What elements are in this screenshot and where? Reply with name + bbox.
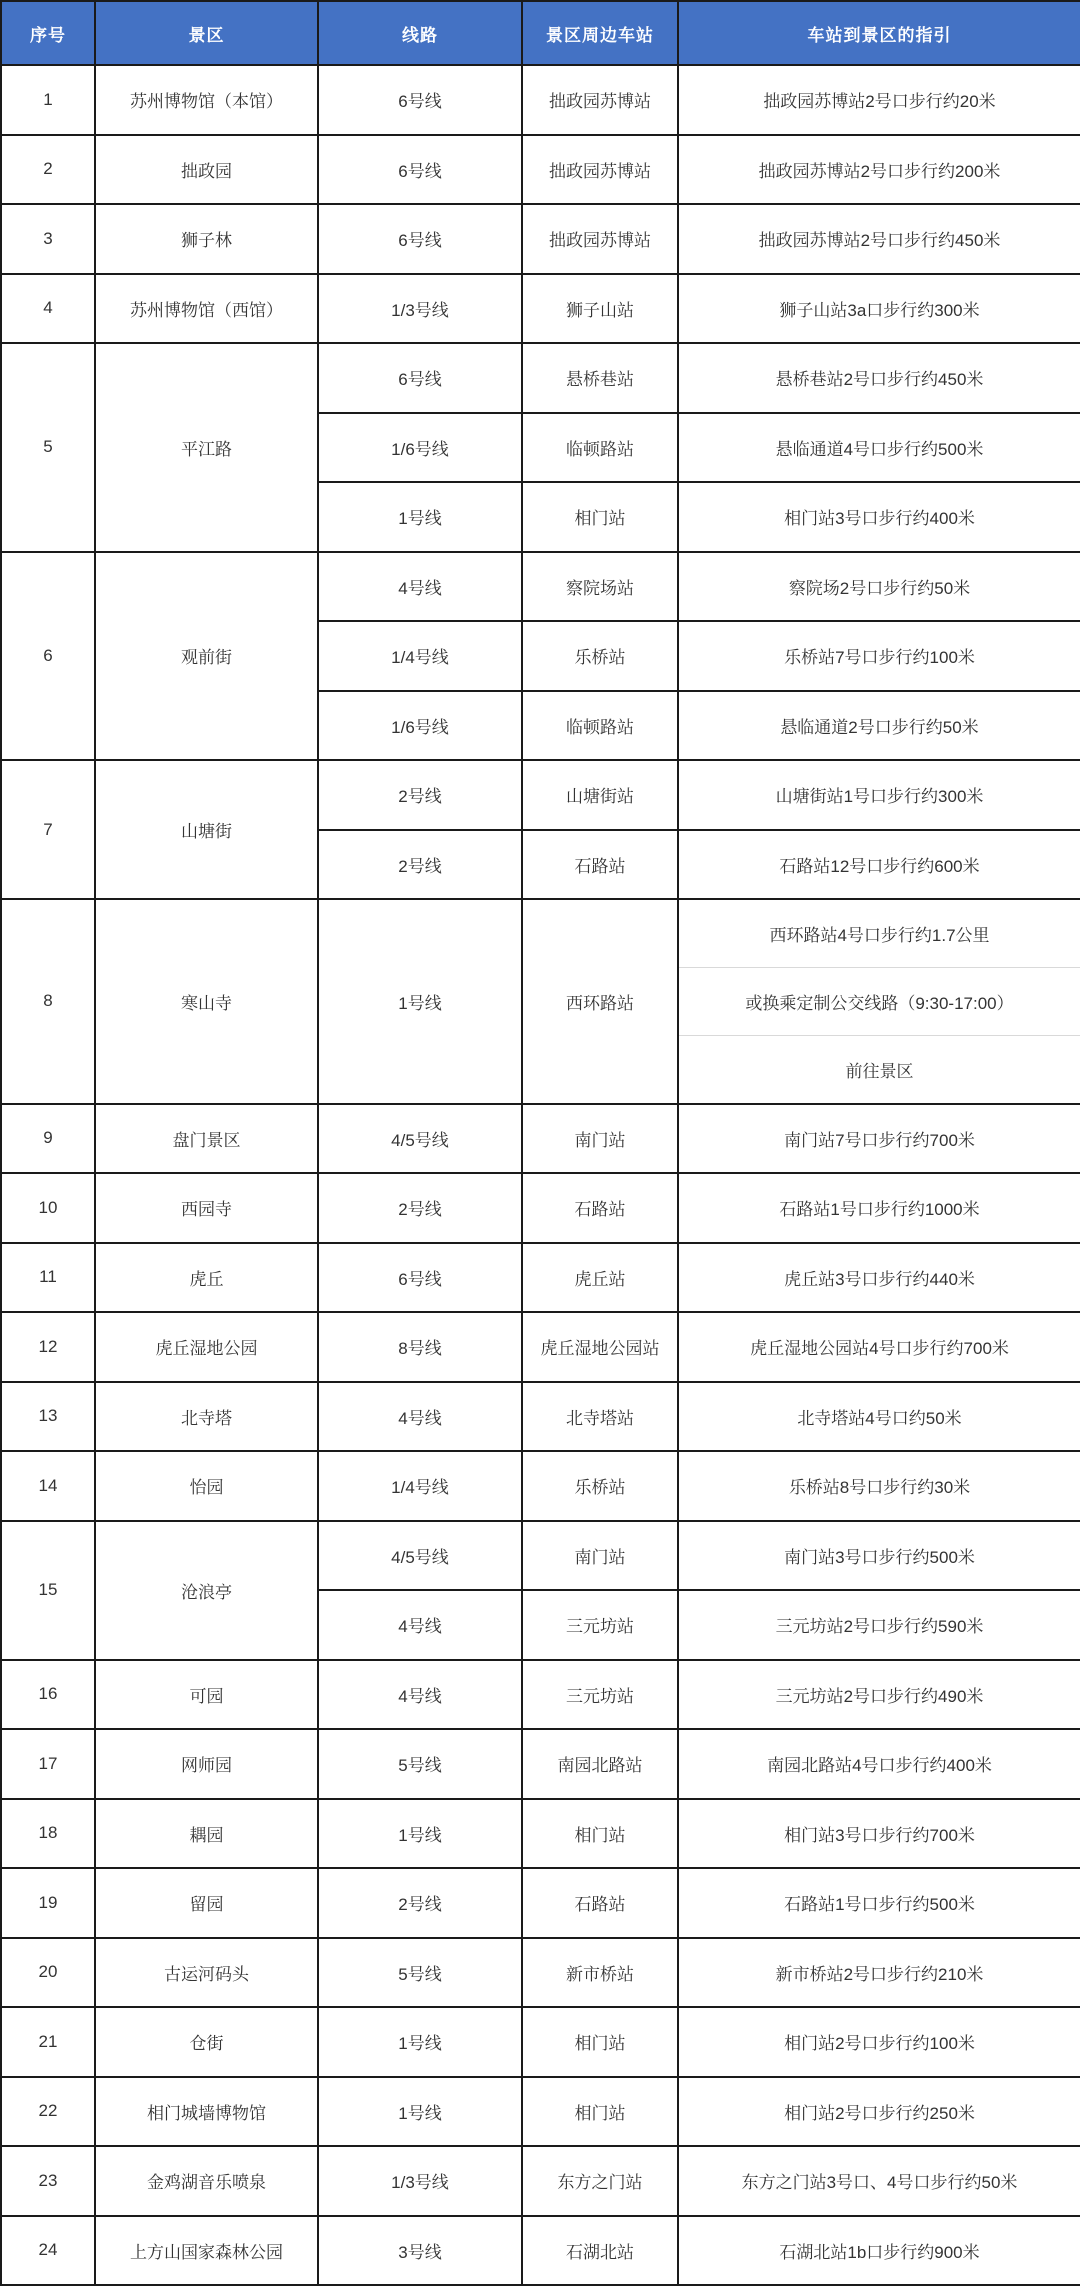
direction-line: 察院场2号口步行约50米 <box>788 578 971 598</box>
table-row <box>1 135 1080 205</box>
line-cell: 4/5号线 <box>318 1521 522 1591</box>
seq-cell: 10 <box>1 1173 95 1243</box>
station-cell: 西环路站 <box>522 899 678 1104</box>
seq-cell: 12 <box>1 1312 95 1382</box>
direction-stack <box>679 1313 1080 1381</box>
direction-stack <box>679 553 1080 621</box>
table-row <box>1 274 1080 344</box>
direction-line: 南园北路站4号口步行约400米 <box>767 1756 992 1776</box>
direction-cell <box>678 1104 1080 1174</box>
table-row <box>1 1382 1080 1452</box>
direction-line: 西环路站4号口步行约1.7公里 <box>769 925 990 945</box>
seq-cell: 20 <box>1 1938 95 2008</box>
direction-stack <box>679 692 1080 760</box>
table-row <box>1 2216 1080 2286</box>
seq-cell: 7 <box>1 760 95 899</box>
direction-stack <box>679 900 1080 1103</box>
direction-line: 狮子山站3a口步行约300米 <box>779 300 980 320</box>
station-cell: 虎丘湿地公园站 <box>522 1312 678 1382</box>
station-cell: 南园北路站 <box>522 1729 678 1799</box>
station-cell: 石湖北站 <box>522 2216 678 2286</box>
area-cell: 沧浪亭 <box>95 1521 318 1660</box>
line-cell: 1/6号线 <box>318 691 522 761</box>
line-cell: 1/3号线 <box>318 2146 522 2216</box>
line-cell: 5号线 <box>318 1938 522 2008</box>
line-cell: 6号线 <box>318 135 522 205</box>
station-cell: 南门站 <box>522 1521 678 1591</box>
area-cell: 耦园 <box>95 1799 318 1869</box>
direction-cell <box>678 1938 1080 2008</box>
seq-cell: 1 <box>1 65 95 135</box>
direction-cell <box>678 1451 1080 1521</box>
line-cell: 6号线 <box>318 1243 522 1313</box>
area-cell: 怡园 <box>95 1451 318 1521</box>
station-cell: 石路站 <box>522 1173 678 1243</box>
direction-stack <box>679 1661 1080 1729</box>
area-cell: 相门城墙博物馆 <box>95 2077 318 2147</box>
area-cell: 西园寺 <box>95 1173 318 1243</box>
direction-line: 乐桥站8号口步行约30米 <box>788 1478 971 1498</box>
direction-cell <box>678 552 1080 622</box>
station-cell: 相门站 <box>522 482 678 552</box>
direction-cell <box>678 1312 1080 1382</box>
line-cell: 8号线 <box>318 1312 522 1382</box>
station-cell: 拙政园苏博站 <box>522 135 678 205</box>
direction-cell <box>678 2077 1080 2147</box>
line-cell: 2号线 <box>318 830 522 900</box>
direction-cell <box>678 1660 1080 1730</box>
direction-line: 拙政园苏博站2号口步行约20米 <box>763 92 996 112</box>
direction-stack <box>679 831 1080 899</box>
direction-cell <box>678 1590 1080 1660</box>
column-header-station: 景区周边车站 <box>522 1 678 65</box>
seq-cell: 11 <box>1 1243 95 1313</box>
line-cell: 4号线 <box>318 1590 522 1660</box>
direction-cell <box>678 1243 1080 1313</box>
direction-line: 相门站3号口步行约700米 <box>784 1825 975 1845</box>
direction-stack <box>679 1869 1080 1937</box>
direction-stack <box>679 1522 1080 1590</box>
direction-line: 三元坊站2号口步行约490米 <box>775 1686 984 1706</box>
seq-cell: 8 <box>1 899 95 1104</box>
seq-cell: 17 <box>1 1729 95 1799</box>
line-cell: 1/3号线 <box>318 274 522 344</box>
area-cell: 北寺塔 <box>95 1382 318 1452</box>
direction-stack <box>679 1800 1080 1868</box>
direction-cell <box>678 274 1080 344</box>
table-row <box>1 2007 1080 2077</box>
seq-cell: 14 <box>1 1451 95 1521</box>
direction-line: 悬桥巷站2号口步行约450米 <box>775 370 984 390</box>
seq-cell: 4 <box>1 274 95 344</box>
line-cell: 1/6号线 <box>318 413 522 483</box>
line-cell: 2号线 <box>318 1173 522 1243</box>
direction-line: 前往景区 <box>679 1035 1080 1103</box>
line-cell: 2号线 <box>318 760 522 830</box>
station-cell: 山塘街站 <box>522 760 678 830</box>
line-cell: 1号线 <box>318 2077 522 2147</box>
direction-line: 石路站12号口步行约600米 <box>779 856 980 876</box>
direction-stack <box>679 2147 1080 2215</box>
line-cell: 6号线 <box>318 204 522 274</box>
station-cell: 拙政园苏博站 <box>522 204 678 274</box>
area-cell: 狮子林 <box>95 204 318 274</box>
header-row <box>1 1 1080 65</box>
line-cell: 5号线 <box>318 1729 522 1799</box>
table-row <box>1 1173 1080 1243</box>
table-row <box>1 899 1080 1104</box>
area-cell: 拙政园 <box>95 135 318 205</box>
seq-cell: 23 <box>1 2146 95 2216</box>
area-cell: 山塘街 <box>95 760 318 899</box>
station-cell: 临顿路站 <box>522 691 678 761</box>
direction-stack <box>679 2008 1080 2076</box>
direction-line: 拙政园苏博站2号口步行约200米 <box>758 161 1001 181</box>
table-row <box>1 1451 1080 1521</box>
direction-stack <box>679 1105 1080 1173</box>
area-cell: 网师园 <box>95 1729 318 1799</box>
area-cell: 盘门景区 <box>95 1104 318 1174</box>
station-cell: 三元坊站 <box>522 1590 678 1660</box>
direction-line: 相门站2号口步行约250米 <box>784 2103 975 2123</box>
seq-cell: 3 <box>1 204 95 274</box>
table-row <box>1 1660 1080 1730</box>
station-cell: 察院场站 <box>522 552 678 622</box>
seq-cell: 21 <box>1 2007 95 2077</box>
seq-cell: 19 <box>1 1868 95 1938</box>
area-cell: 寒山寺 <box>95 899 318 1104</box>
station-cell: 新市桥站 <box>522 1938 678 2008</box>
table-row <box>1 2146 1080 2216</box>
direction-line: 石路站1号口步行约1000米 <box>779 1200 980 1220</box>
table-body <box>1 65 1080 2285</box>
table-row <box>1 1729 1080 1799</box>
station-cell: 悬桥巷站 <box>522 343 678 413</box>
direction-cell <box>678 830 1080 900</box>
direction-cell <box>678 1521 1080 1591</box>
seq-cell: 22 <box>1 2077 95 2147</box>
direction-cell <box>678 1729 1080 1799</box>
seq-cell: 15 <box>1 1521 95 1660</box>
table-row <box>1 1799 1080 1869</box>
direction-stack <box>679 622 1080 690</box>
seq-cell: 5 <box>1 343 95 552</box>
line-cell: 4号线 <box>318 552 522 622</box>
direction-cell <box>678 413 1080 483</box>
seq-cell: 2 <box>1 135 95 205</box>
station-cell: 相门站 <box>522 2077 678 2147</box>
table-row <box>1 760 1080 830</box>
station-cell: 三元坊站 <box>522 1660 678 1730</box>
station-cell: 临顿路站 <box>522 413 678 483</box>
direction-line: 南门站7号口步行约700米 <box>784 1130 975 1150</box>
direction-line: 拙政园苏博站2号口步行约450米 <box>758 231 1001 251</box>
direction-stack <box>679 136 1080 204</box>
direction-cell <box>678 204 1080 274</box>
direction-cell <box>678 621 1080 691</box>
table-row <box>1 65 1080 135</box>
table-row <box>1 552 1080 622</box>
station-cell: 虎丘站 <box>522 1243 678 1313</box>
table-row <box>1 1868 1080 1938</box>
direction-stack <box>679 761 1080 829</box>
direction-cell <box>678 2007 1080 2077</box>
station-cell: 乐桥站 <box>522 621 678 691</box>
area-cell: 观前街 <box>95 552 318 761</box>
table-row <box>1 343 1080 413</box>
direction-line: 石路站1号口步行约500米 <box>784 1895 975 1915</box>
line-cell: 1号线 <box>318 1799 522 1869</box>
column-header-direction: 车站到景区的指引 <box>678 1 1080 65</box>
line-cell: 4号线 <box>318 1660 522 1730</box>
table-row <box>1 2077 1080 2147</box>
area-cell: 虎丘湿地公园 <box>95 1312 318 1382</box>
direction-cell <box>678 1868 1080 1938</box>
station-cell: 乐桥站 <box>522 1451 678 1521</box>
direction-stack <box>679 483 1080 551</box>
direction-cell <box>678 1173 1080 1243</box>
direction-line: 东方之门站3号口、4号口步行约50米 <box>741 2173 1018 2193</box>
direction-stack <box>679 414 1080 482</box>
area-cell: 可园 <box>95 1660 318 1730</box>
direction-stack <box>679 1730 1080 1798</box>
direction-stack <box>679 1244 1080 1312</box>
station-cell: 拙政园苏博站 <box>522 65 678 135</box>
line-cell: 4号线 <box>318 1382 522 1452</box>
direction-line: 悬临通道2号口步行约50米 <box>780 717 979 737</box>
direction-cell <box>678 899 1080 1104</box>
table-row <box>1 1104 1080 1174</box>
column-header-line: 线路 <box>318 1 522 65</box>
station-cell: 石路站 <box>522 830 678 900</box>
direction-line: 新市桥站2号口步行约210米 <box>775 1964 984 1984</box>
station-cell: 狮子山站 <box>522 274 678 344</box>
seq-cell: 6 <box>1 552 95 761</box>
seq-cell: 13 <box>1 1382 95 1452</box>
line-cell: 1号线 <box>318 482 522 552</box>
direction-line: 石湖北站1b口步行约900米 <box>779 2242 980 2262</box>
direction-stack <box>679 1383 1080 1451</box>
line-cell: 3号线 <box>318 2216 522 2286</box>
direction-stack <box>679 66 1080 134</box>
column-header-area: 景区 <box>95 1 318 65</box>
line-cell: 1/4号线 <box>318 621 522 691</box>
direction-cell <box>678 65 1080 135</box>
direction-cell <box>678 482 1080 552</box>
station-cell: 石路站 <box>522 1868 678 1938</box>
direction-stack <box>679 2078 1080 2146</box>
line-cell: 1/4号线 <box>318 1451 522 1521</box>
direction-line: 山塘街站1号口步行约300米 <box>775 787 984 807</box>
direction-stack <box>679 1452 1080 1520</box>
table-header <box>1 1 1080 65</box>
area-cell: 苏州博物馆（西馆） <box>95 274 318 344</box>
direction-cell <box>678 760 1080 830</box>
line-cell: 1号线 <box>318 2007 522 2077</box>
line-cell: 2号线 <box>318 1868 522 1938</box>
line-cell: 4/5号线 <box>318 1104 522 1174</box>
station-cell: 南门站 <box>522 1104 678 1174</box>
table-row <box>1 1938 1080 2008</box>
direction-cell <box>678 343 1080 413</box>
direction-cell <box>678 2216 1080 2286</box>
direction-stack <box>679 2217 1080 2285</box>
table-row <box>1 1312 1080 1382</box>
line-cell: 6号线 <box>318 65 522 135</box>
direction-cell <box>678 135 1080 205</box>
station-cell: 相门站 <box>522 1799 678 1869</box>
direction-line: 虎丘湿地公园站4号口步行约700米 <box>750 1339 1009 1359</box>
area-cell: 古运河码头 <box>95 1938 318 2008</box>
line-cell: 6号线 <box>318 343 522 413</box>
line-cell: 1号线 <box>318 899 522 1104</box>
area-cell: 仓街 <box>95 2007 318 2077</box>
direction-cell <box>678 1799 1080 1869</box>
seq-cell: 16 <box>1 1660 95 1730</box>
area-cell: 上方山国家森林公园 <box>95 2216 318 2286</box>
station-cell: 北寺塔站 <box>522 1382 678 1452</box>
column-header-seq: 序号 <box>1 1 95 65</box>
seq-cell: 18 <box>1 1799 95 1869</box>
direction-line: 南门站3号口步行约500米 <box>784 1547 975 1567</box>
direction-stack <box>679 275 1080 343</box>
direction-line: 相门站2号口步行约100米 <box>784 2034 975 2054</box>
direction-stack <box>679 1591 1080 1659</box>
direction-line: 或换乘定制公交线路（9:30-17:00） <box>679 967 1080 1035</box>
area-cell: 留园 <box>95 1868 318 1938</box>
area-cell: 苏州博物馆（本馆） <box>95 65 318 135</box>
direction-line: 北寺塔站4号口约50米 <box>797 1408 962 1428</box>
area-cell: 平江路 <box>95 343 318 552</box>
direction-line: 三元坊站2号口步行约590米 <box>775 1617 984 1637</box>
seq-cell: 9 <box>1 1104 95 1174</box>
direction-cell <box>678 2146 1080 2216</box>
area-cell: 金鸡湖音乐喷泉 <box>95 2146 318 2216</box>
table-row <box>1 1521 1080 1591</box>
direction-stack <box>679 1939 1080 2007</box>
station-cell: 相门站 <box>522 2007 678 2077</box>
area-cell: 虎丘 <box>95 1243 318 1313</box>
table-row <box>1 204 1080 274</box>
station-cell: 东方之门站 <box>522 2146 678 2216</box>
direction-line: 虎丘站3号口步行约440米 <box>784 1269 975 1289</box>
direction-cell <box>678 691 1080 761</box>
table-row <box>1 1243 1080 1313</box>
direction-stack <box>679 1174 1080 1242</box>
direction-cell <box>678 1382 1080 1452</box>
direction-stack <box>679 344 1080 412</box>
direction-stack <box>679 205 1080 273</box>
direction-line: 悬临通道4号口步行约500米 <box>775 439 984 459</box>
direction-line: 相门站3号口步行约400米 <box>784 509 975 529</box>
direction-line: 乐桥站7号口步行约100米 <box>784 648 975 668</box>
seq-cell: 24 <box>1 2216 95 2286</box>
